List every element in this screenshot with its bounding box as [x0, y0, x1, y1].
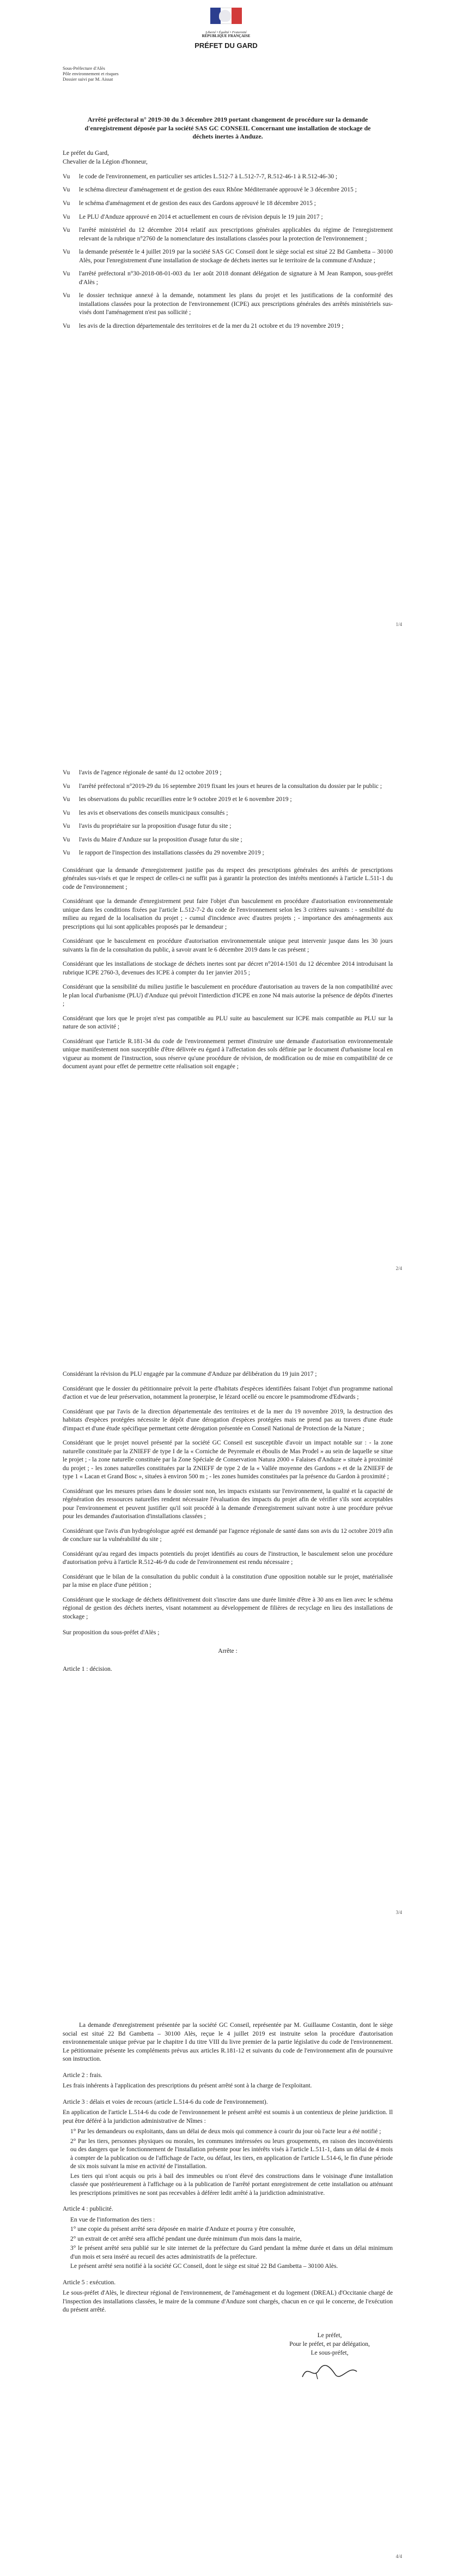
on-proposal: Sur proposition du sous-préfet d'Alès ; — [63, 1629, 160, 1636]
vu-label: Vu — [63, 796, 70, 803]
publicity-item: Le présent arrêté sera notifié à la société GC Conseil, dont le siège est situé 22 Bd Gambetta – 30100 Alès. — [70, 2263, 338, 2270]
considerant-paragraph: Considérant que l'avis d'un hydrogéologue agréé est demandé par l'agence régionale de santé dans son avis du 12 octobre 2019 afin de conclure sur la vulnérabilité du site ; — [63, 1527, 393, 1543]
vu-text: l'arrêté préfectoral n°2019-29 du 16 septembre 2019 fixant les jours et heures de la consultation du dossier par le public ; — [79, 783, 382, 790]
considerant-paragraph: Considérant que l'article R.181-34 du code de l'environnement permet d'instruire une demande d'autorisation environnementale unique manifestement non susceptible d'être délivrée eu égard à l'affectation des sols définie par le document d'urbanisme local en vigueur au moment de l'instruction, sous réserve qu'une procédure de révision, de modification ou de mise en compatibilité de ce document ayant pour effet de permettre cette réalisation soit engagée ; — [63, 1038, 393, 1070]
vu-text: les avis et observations des conseils municipaux consultés ; — [79, 809, 228, 816]
considerant-paragraph: Considérant qu'au regard des impacts potentiels du projet identifiés au cours de l'instruction, le basculement selon une procédure d'autorisation prévu à l'article R.512-46-9 du code de l'environnement est rendu nécessaire ; — [63, 1550, 393, 1566]
vu-item — [63, 186, 393, 195]
vu-item — [63, 783, 393, 791]
vu-text: le schéma directeur d'aménagement et de gestion des eaux Rhône Méditerranée approuvé le 3 décembre 2015 ; — [79, 186, 357, 194]
vu-label: Vu — [63, 769, 70, 776]
article-body: Les frais inhérents à l'application des prescriptions du présent arrêté sont à la charge de l'exploitant. — [63, 2083, 312, 2090]
recourse-list — [63, 2128, 393, 2198]
signature-block — [275, 2331, 384, 2385]
publicity-item: En vue de l'information des tiers : — [70, 2216, 155, 2223]
article-1-body: La demande d'enregistrement présentée par la société GC Conseil, représentée par M. Guillaume Costantin, dont le siège social est situé 22 Bd Gambetta – 30100 Alès, reçue le 4 juillet 2019 est instruite selon la procédure d'autorisation environnementale unique prévue par le chapitre I du titre VIII du livre premier de la partie législative du code de l'environnement. Le pétitionnaire présente les compléments prévus aux articles R.181-12 et suivants du code de l'environnement afin de poursuivre son instruction. — [63, 2022, 393, 2063]
page-2 — [0, 644, 450, 1288]
vu-label: Vu — [63, 850, 70, 857]
arrete-word: Arrête : — [218, 1647, 238, 1654]
considerant-paragraph: Considérant que par l'avis de la direction départementale des territoires et de la mer du 19 novembre 2019, la destruction des habitats d'espèces protégées nécessite le dépôt d'une dérogation d'espèces protégées mais ne prend pas au travers d'une étude d'impact et d'une étude spécifique permettant cette dérogation présentée en Conseil National de Protection de la Nature ; — [63, 1408, 393, 1432]
article-1-heading: Article 1 : décision. — [63, 1666, 112, 1673]
signature-line: Le préfet, — [317, 2332, 342, 2339]
considerant-paragraph: Considérant que la demande d'enregistrement justifie pas du respect des prescriptions générales des arrêtés de prescriptions générales sus-visés et que le respect de celles-ci ne suffit pas à garantir la protection des intérêts mentionnés à l'article L.511-1 du code de l'environnement ; — [63, 866, 393, 890]
considerant-paragraph: Considérant que le basculement en procédure d'autorisation environnementale unique peut intervenir jusque dans les 30 jours suivants la fin de la consultation du public, à savoir avant le 6 décembre 2019 dans le cas présent ; — [63, 938, 393, 953]
vu-label: Vu — [63, 836, 70, 843]
vu-text: le schéma d'aménagement et de gestion des eaux des Gardons approuvé le 18 décembre 2015 ; — [79, 200, 316, 207]
vu-text: l'arrêté ministériel du 12 décembre 2014 relatif aux prescriptions générales applicables du régime de l'enregistrement relevant de la rubrique n°2760 de la nomenclature des installations classées pour la protection de l'environnement ; — [79, 227, 393, 242]
considerant-paragraph: Considérant que lors que le projet n'est pas compatible au PLU suite au basculement sur ICPE mais compatible au PLU sur la nature de son activité ; — [63, 1015, 393, 1031]
vu-item — [63, 226, 393, 243]
article-body: Le sous-préfet d'Alès, le directeur régional de l'environnement, de l'aménagement et du logement (DREAL) d'Occitanie chargé de l'inspection des installations classées, le maire de la commune d'Anduze sont chargés, chacun en ce qui le concerne, de l'exécution du présent arrêté. — [63, 2290, 393, 2314]
prefect-title: PRÉFET DU GARD — [194, 41, 258, 50]
vu-text: l'avis du Maire d'Anduze sur la proposition d'usage futur du site ; — [79, 836, 242, 843]
article-body: En application de l'article L.514-6 du code de l'environnement le présent arrêté est soumis à un contentieux de pleine juridiction. Il peut être déféré à la juridiction administrative de Nîmes : — [63, 2109, 393, 2124]
vu-text: les observations du public recueillies entre le 9 octobre 2019 et le 6 novembre 2019 ; — [79, 796, 292, 803]
article-heading: Article 4 : publicité. — [63, 2206, 113, 2213]
prefect-line: Chevalier de la Légion d'honneur, — [63, 158, 148, 165]
considerant-paragraph: Considérant que le stockage de déchets définitivement doit s'inscrire dans une durée limitée d'être à 30 ans en lien avec le schéma régional de gestion des déchets inertes, visant notamment au développement de filières de recyclage en lieu des installations de stockage ; — [63, 1596, 393, 1620]
vu-label: Vu — [63, 186, 70, 194]
vu-item — [63, 173, 393, 182]
vu-item — [63, 322, 393, 331]
vu-label: Vu — [63, 322, 70, 329]
vu-item — [63, 836, 393, 845]
vu-label: Vu — [63, 173, 70, 180]
vu-item — [63, 809, 393, 818]
vu-text: les avis de la direction départementale des territoires et de la mer du 21 octobre et du 19 novembre 2019 ; — [79, 322, 344, 329]
page-number: 3/4 — [396, 1909, 402, 1915]
considerant-paragraph: Considérant que la sensibilité du milieu justifie le basculement en procédure d'autorisation au travers de la non compatibilité avec le plan local d'urbanisme (PLU) d'Anduze qui prévoit l'interdiction d'ICPE en zone N4 mais autorise la présence de dépôts d'inertes ; — [63, 984, 393, 1008]
motto: Liberté • Égalité • Fraternité — [205, 31, 247, 34]
article-heading: Article 3 : délais et voies de recours (article L.514-6 du code de l'environnement). — [63, 2098, 268, 2105]
vu-text: l'avis de l'agence régionale de santé du 12 octobre 2019 ; — [79, 769, 222, 776]
vu-item — [63, 213, 393, 222]
vu-label: Vu — [63, 292, 70, 299]
vu-label: Vu — [63, 227, 70, 234]
vu-label: Vu — [63, 823, 70, 830]
service-line: Sous-Préfecture d'Alès — [63, 65, 105, 71]
publicity-list — [63, 2216, 393, 2271]
publicity-item: 1° une copie du présent arrêté sera déposée en mairie d'Anduze et pourra y être consultée, — [70, 2226, 295, 2233]
vu-text: la demande présentée le 4 juillet 2019 par la société SAS GC Conseil dont le siège social est situé 22 Bd Gambetta – 30100 Alès, pour l'enregistrement d'une installation de stockage de déchets inertes sur le territoire de la commune d'Anduze ; — [79, 249, 393, 264]
recourse-item: 1° Par les demandeurs ou exploitants, dans un délai de deux mois qui commence à courir du jour où l'acte leur a été notifié ; — [70, 2128, 381, 2135]
prefecture-logo — [185, 5, 267, 50]
vu-item — [63, 796, 393, 804]
considerant-paragraph: Considérant que le bilan de la consultation du public conduit à la constitution d'une opposition notable sur le projet, matérialisée par la mise en place d'une pétition ; — [63, 1573, 393, 1589]
article-heading: Article 5 : exécution. — [63, 2279, 116, 2286]
signature-line: Le sous-préfet, — [311, 2350, 349, 2357]
vu-item — [63, 200, 393, 208]
vu-item — [63, 822, 393, 831]
vu-list — [63, 769, 393, 858]
article-heading: Article 2 : frais. — [63, 2072, 102, 2079]
considerant-paragraph: Considérant la révision du PLU engagée par la commune d'Anduze par délibération du 19 juin 2017 ; — [63, 1371, 317, 1377]
publicity-item: 3° le présent arrêté sera publié sur le site internet de la préfecture du Gard pendant la même durée et dans un délai minimum d'un mois et sera inséré au recueil des actes administratifs de la préfecture. — [70, 2245, 393, 2260]
vu-label: Vu — [63, 213, 70, 220]
page-4 — [0, 1932, 450, 2576]
vu-item — [63, 248, 393, 265]
vu-text: le dossier technique annexé à la demande, notamment les plans du projet et les justifications de la conformité des installations classées pour la protection de l'environnement (ICPE) aux prescriptions générales des arrêtés ministériels sus-visés dont l'aménagement n'est pas sollicité ; — [79, 292, 393, 316]
prefect-line: Le préfet du Gard, — [63, 149, 109, 157]
vu-item — [63, 270, 393, 287]
considerant-list — [63, 866, 393, 1072]
vu-label: Vu — [63, 249, 70, 256]
prefect-intro — [63, 149, 393, 166]
service-block — [63, 65, 119, 82]
recourse-item: Les tiers qui n'ont acquis ou pris à bail des immeubles ou n'ont élevé des constructions dans le voisinage d'une installation classée que postérieurement à l'affichage ou à la publication de l'arrêté portant enregistrement de cette installation ou atténuant les prescriptions primitives ne sont pas recevables à déférer ledit arrêté à la juridiction administrative. — [70, 2172, 393, 2196]
page-number: 2/4 — [396, 1265, 402, 1271]
signature-line: Pour le préfet, et par délégation, — [289, 2341, 370, 2348]
vu-label: Vu — [63, 809, 70, 816]
vu-text: l'arrêté préfectoral n°30-2018-08-01-003 du 1er août 2018 donnant délégation de signature à M Jean Rampon, sous-préfet d'Alès ; — [79, 270, 393, 286]
arrete-title: Arrêté préfectoral n° 2019-30 du 3 décembre 2019 portant changement de procédure sur la demande d'enregistrement déposée par la société SAS GC CONSEIL Concernant une installation de stockage de déchets inertes à Anduze. — [84, 116, 371, 141]
vu-label: Vu — [63, 270, 70, 278]
vu-text: le rapport de l'inspection des installations classées du 29 novembre 2019 ; — [79, 850, 264, 857]
page-number: 1/4 — [396, 621, 402, 627]
service-line: Dossier suivi par M. Aissat — [63, 76, 113, 82]
considerant-paragraph: Considérant que les mesures prises dans le dossier sont non, les impacts existants sur l'environnement, la qualité et la capacité de régénération des ressources naturelles rendent nécessaire l'évaluation des impacts du projet afin de vérifier s'ils sont acceptables pour l'environnement et peuvent justifier qu'il soit procédé à la demande d'enregistrement suivant notre à une procédure prévue pour les demandes d'autorisation d'installations classées ; — [63, 1488, 393, 1520]
vu-item — [63, 292, 393, 317]
marianne-emblem-icon — [207, 5, 245, 29]
page-number: 4/4 — [396, 2553, 402, 2559]
vu-text: l'avis du propriétaire sur la proposition d'usage futur du site ; — [79, 823, 232, 830]
recourse-item: 2° Par les tiers, personnes physiques ou morales, les communes intéressées ou leurs groupements, en raison des inconvénients ou des dangers que le fonctionnement de l'installation présente pour les intérêts visés à l'article L.511-1, dans un délai de 4 mois à compter de la publication ou de l'affichage de l'acte, ou défaut, les tiers, en application de l'article L.514-6, le fin d'une période de six mois suivant la mise en activité de l'installation. — [70, 2138, 393, 2170]
service-line: Pôle environnement et risques — [63, 71, 119, 77]
vu-text: Le PLU d'Anduze approuvé en 2014 et actuellement en cours de révision depuis le 19 juin 2017 ; — [79, 213, 323, 220]
vu-item — [63, 769, 393, 778]
considerant-list — [63, 1370, 393, 1621]
vu-label: Vu — [63, 783, 70, 790]
page-1 — [0, 0, 450, 644]
page-3 — [0, 1288, 450, 1932]
considerant-paragraph: Considérant que les installations de stockage de déchets inertes sont par décret n°2014-1501 du 12 décembre 2014 introduisant la rubrique ICPE 2760-3, devenues des ICPE à compter du 1er janvier 2015 ; — [63, 961, 393, 976]
republic-label: RÉPUBLIQUE FRANÇAISE — [202, 34, 251, 39]
considerant-paragraph: Considérant que la demande d'enregistrement peut faire l'objet d'un basculement en procédure d'autorisation environnementale unique dans les conditions fixées par l'article L.512-7-2 du code de l'environnement selon les 3 critères suivants : - sensibilité du milieu au regard de la localisation du projet ; - cumul d'incidence avec d'autres projets ; - importance des aménagements aux prescriptions qui lui sont applicables proposés par le demandeur ; — [63, 898, 393, 930]
considerant-paragraph: Considérant que le projet nouvel présenté par la société GC Conseil est susceptible d'avoir un impact notable sur : - la zone naturelle constituée par la ZNIEFF de type I de la « Corniche de Peyremale et éboulis de Mas Prodel » au sein de laquelle se situe le projet ; - la zone naturelle constituée par la Zone Spéciale de Conservation Natura 2000 « Falaises d'Anduze » située à proximité du projet ; - les zones naturelles constituées par la ZNIEFF de type 2 de la « Vallée moyenne des Gardons » et de la ZNIEFF de type 1 « Lacan et Grand Bosc », situées à environ 500 m ; - les zones humides constituées par la présence du Gardon à proximité ; — [63, 1440, 393, 1480]
vu-text: le code de l'environnement, en particulier ses articles L.512-7 à L.512-7-7, R.512-46-1 à R.512-46-30 ; — [79, 173, 338, 180]
publicity-item: 2° un extrait de cet arrêté sera affiché pendant une durée minimum d'un mois dans la mairie, — [70, 2235, 302, 2242]
vu-item — [63, 849, 393, 858]
considerant-paragraph: Considérant que le dossier du pétitionnaire prévoit la perte d'habitats d'espèces identifiées faisant l'objet d'un programme national d'action et vue de leur préservation, notamment la pronerpise, le lézard ocellé ou encore le psammodrome d'Edwards ; — [63, 1385, 393, 1401]
vu-label: Vu — [63, 200, 70, 207]
handwritten-signature — [297, 2361, 362, 2382]
vu-list — [63, 173, 393, 330]
